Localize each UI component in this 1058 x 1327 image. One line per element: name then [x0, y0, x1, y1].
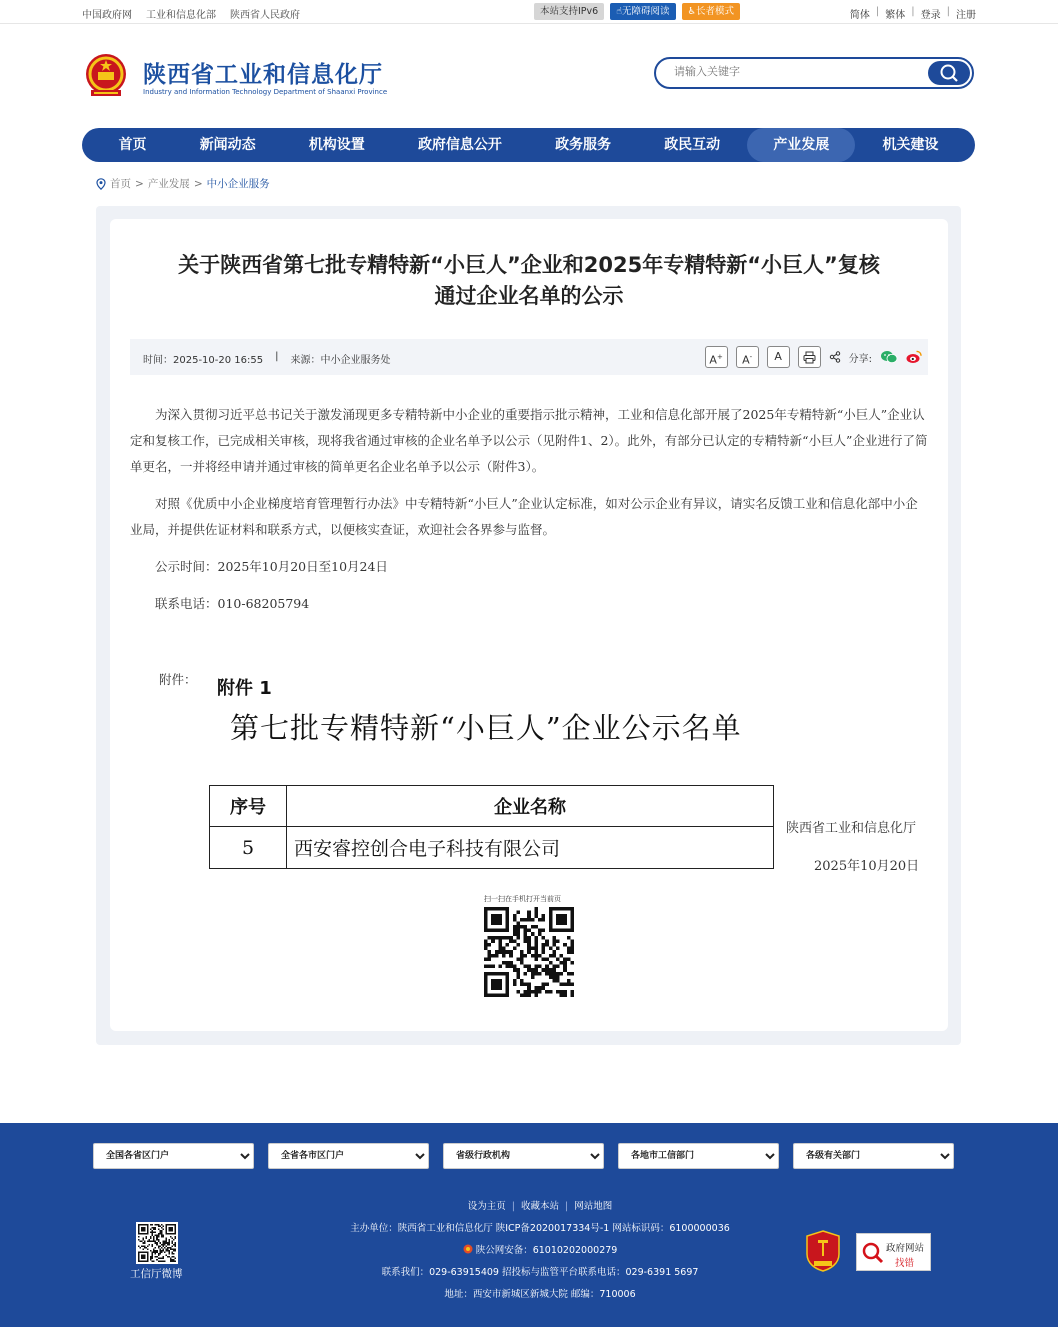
nav-interaction[interactable]: 政民互动	[664, 137, 721, 153]
footer-selects	[93, 1143, 954, 1169]
footer-address: 地址：西安市新城区新城大院 邮编：710006	[444, 1289, 636, 1300]
footer-police-row	[250, 1240, 830, 1262]
footer-info	[250, 1196, 830, 1306]
table-row	[210, 827, 774, 869]
meta-divider: |	[275, 351, 279, 362]
footer-links	[250, 1196, 830, 1218]
party-gov-badge-icon[interactable]	[806, 1230, 840, 1272]
font-reset-button[interactable]	[767, 346, 790, 368]
breadcrumb-sep: >	[193, 177, 203, 190]
article-tools	[705, 346, 922, 368]
accessible-label: 无障碍阅读	[622, 6, 670, 17]
breadcrumb-home[interactable]: 首页	[110, 178, 131, 190]
footer-host: 主办单位：陕西省工业和信息化厅 陕ICP备2020017334号-1 网站标识码：6100000036	[350, 1223, 730, 1234]
weibo-label: 工信厅微博	[130, 1268, 183, 1280]
divider: |	[875, 6, 880, 17]
article-title	[130, 250, 928, 312]
article-body	[130, 402, 928, 628]
article-paragraph: 为深入贯彻习近平总书记关于激发涌现更多专精特新中小企业的重要指示批示精神，工业和信息化部开展了2025年专精特新“小巨人”企业认定和复核工作，已完成相关审核，现将我省通过审核的企业名单予以公示（见附件1、2）。此外，有部分已认定的专精特新“小巨人”企业进行了简单更名，一并将经申请并通过审核的简单更名企业名单予以公示（附件3）。	[130, 407, 928, 474]
magnifier-error-icon	[860, 1240, 886, 1266]
main-nav	[82, 128, 975, 162]
select-city-miit[interactable]	[618, 1143, 779, 1169]
source-label: 来源：	[290, 355, 321, 366]
divider: |	[511, 1201, 515, 1212]
row-company-name: 西安睿控创合电子科技有限公司	[287, 827, 774, 869]
company-table	[209, 785, 774, 869]
set-homepage-link[interactable]: 设为主页	[467, 1201, 506, 1212]
nav-organization[interactable]: 机构设置	[308, 137, 365, 153]
row-num: 5	[210, 827, 287, 869]
sitemap-link[interactable]: 网站地图	[574, 1201, 613, 1212]
top-right-links	[850, 6, 976, 21]
traditional-link[interactable]: 繁体	[885, 10, 906, 21]
select-related-departments[interactable]	[793, 1143, 954, 1169]
select-national-portals[interactable]	[93, 1143, 254, 1169]
link-miit[interactable]: 工业和信息化部	[146, 10, 216, 21]
national-emblem-icon[interactable]	[83, 52, 129, 100]
article-title-line1: 关于陕西省第七批专精特新“小巨人”企业和2025年专精特新“小巨人”复核	[178, 253, 880, 277]
nav-news[interactable]: 新闻动态	[199, 137, 256, 153]
printer-icon	[803, 351, 816, 364]
article-paragraph: 联系电话：010-68205794	[155, 596, 310, 611]
footer-police[interactable]: 陕公网安备：61010202000279	[475, 1245, 618, 1256]
breadcrumb	[96, 176, 270, 191]
article-source	[291, 351, 391, 366]
font-reset-label: A	[774, 350, 782, 363]
select-provincial-agencies[interactable]	[443, 1143, 604, 1169]
table-header-row	[210, 786, 774, 827]
time-value: 2025-10-20 16:55	[173, 355, 264, 366]
font-increase-button[interactable]: A+	[705, 346, 728, 368]
qr-label: 扫一扫在手机打开当前页	[484, 895, 561, 903]
article-title-line2: 通过企业名单的公示	[434, 284, 624, 308]
search-icon	[928, 61, 970, 85]
breadcrumb-current[interactable]: 中小企业服务	[206, 178, 270, 190]
top-tools	[534, 3, 740, 20]
footer-contact: 联系我们：029-63915409 招投标与监管平台联系电话：029-6391 5697	[381, 1267, 699, 1278]
font-small-label: A	[742, 353, 750, 367]
err-badge-line2: 找错	[895, 1258, 915, 1269]
elder-mode-button[interactable]	[682, 3, 741, 20]
gov-site-error-report[interactable]	[856, 1233, 931, 1271]
police-badge-icon	[463, 1244, 473, 1254]
weibo-qr-code-icon	[136, 1222, 178, 1264]
attachment-title: 第七批专精特新“小巨人”企业公示名单	[230, 711, 742, 745]
top-bar	[0, 0, 1058, 24]
breadcrumb-sep: >	[135, 177, 144, 190]
article-info	[143, 351, 391, 366]
page-qr-code-icon	[484, 907, 574, 997]
divider: |	[911, 6, 915, 17]
select-city-portals[interactable]	[268, 1143, 429, 1169]
font-large-label: A	[709, 353, 717, 367]
publish-time	[143, 351, 263, 366]
share-label: 分享:	[848, 353, 872, 365]
time-label: 时间：	[143, 355, 173, 366]
wechat-icon[interactable]	[880, 350, 898, 364]
font-decrease-button[interactable]: A-	[736, 346, 759, 368]
weibo-icon[interactable]	[906, 350, 922, 364]
nav-services[interactable]: 政务服务	[555, 137, 612, 153]
location-pin-icon	[96, 178, 106, 190]
source-value: 中小企业服务处	[320, 355, 391, 366]
top-links	[82, 6, 300, 21]
search-input[interactable]	[674, 65, 914, 78]
err-badge-line1: 政府网站	[886, 1243, 925, 1254]
hand-icon: ☝	[616, 6, 622, 17]
link-shaanxi-gov[interactable]: 陕西省人民政府	[230, 10, 300, 21]
nav-home[interactable]: 首页	[118, 137, 147, 153]
register-link[interactable]: 注册	[956, 10, 976, 21]
article-meta-bar	[130, 339, 928, 375]
attachment-label: 附件：	[159, 672, 197, 687]
breadcrumb-industry[interactable]: 产业发展	[147, 178, 190, 190]
share-icon	[829, 351, 841, 363]
ipv6-badge: 本站支持IPv6	[534, 3, 604, 20]
site-title[interactable]: 陕西省工业和信息化厅	[143, 62, 383, 88]
elder-icon: ♿	[687, 6, 697, 17]
nav-gov-info[interactable]: 政府信息公开	[417, 137, 502, 153]
article-paragraph: 对照《优质中小企业梯度培育管理暂行办法》中专精特新“小巨人”企业认定标准，如对公示企业有异议，请实名反馈工业和信息化部中小企业局，并提供佐证材料和联系方式，以便核实查证，欢迎社会各界参与监督。	[130, 496, 918, 537]
search-button[interactable]	[928, 61, 970, 85]
col-num-header: 序号	[210, 786, 287, 827]
link-gov-cn[interactable]: 中国政府网	[82, 10, 132, 21]
simplified-link[interactable]: 简体	[849, 10, 870, 21]
col-name-header: 企业名称	[287, 786, 774, 827]
nav-party-building[interactable]: 机关建设	[882, 137, 939, 153]
print-button[interactable]	[798, 346, 821, 368]
attachment-org: 陕西省工业和信息化厅	[786, 821, 917, 836]
login-link[interactable]: 登录	[920, 10, 941, 21]
search-box	[654, 57, 974, 89]
article-paragraph: 公示时间：2025年10月20日至10月24日	[155, 559, 388, 574]
site-subtitle: Industry and Information Technology Department of Shaanxi Province	[143, 88, 388, 96]
bookmark-link[interactable]: 收藏本站	[520, 1201, 559, 1212]
divider: |	[565, 1201, 569, 1212]
nav-industry[interactable]: 产业发展	[747, 128, 855, 162]
accessible-reading-button[interactable]	[610, 3, 675, 20]
attachment-heading: 附件 1	[217, 678, 272, 699]
divider: |	[946, 6, 950, 17]
attachment-date: 2025年10月20日	[814, 859, 920, 874]
elder-label: 长者模式	[696, 6, 735, 17]
